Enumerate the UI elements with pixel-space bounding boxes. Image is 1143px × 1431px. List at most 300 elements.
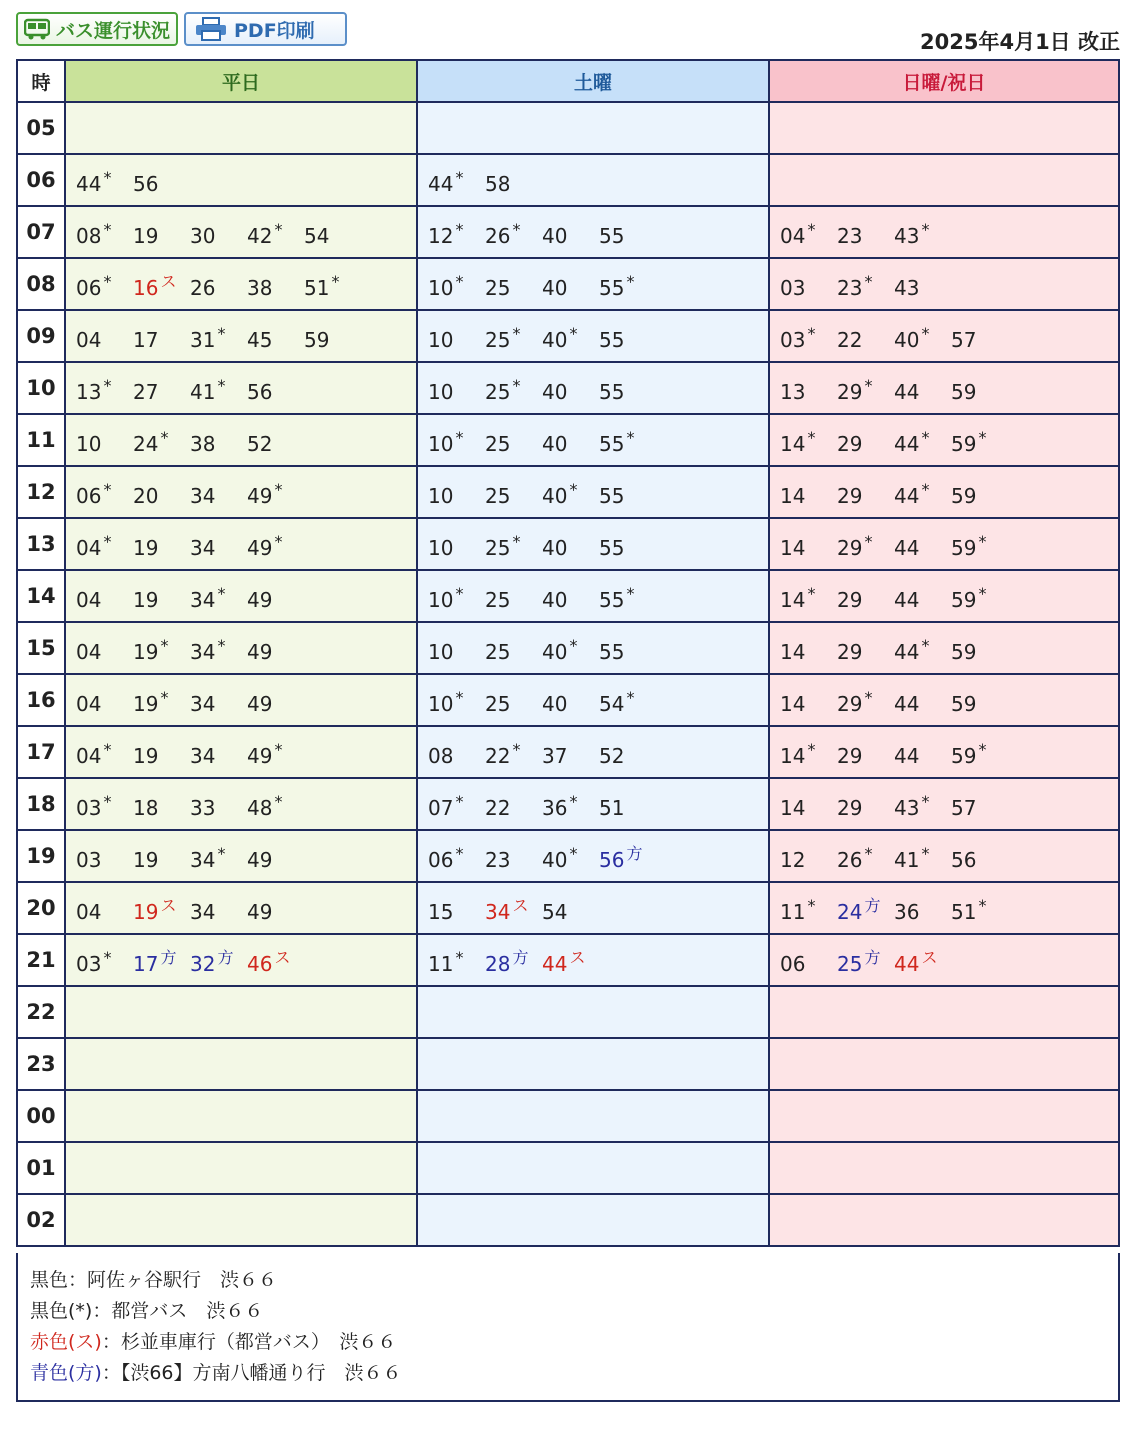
saturday-cell: [417, 986, 769, 1038]
departure-minute: 36: [542, 796, 568, 820]
departure-time: [485, 220, 542, 248]
table-row: [17, 1090, 1119, 1142]
departure-mark: *: [331, 272, 340, 291]
departure-mark: *: [217, 376, 226, 395]
saturday-cell: [417, 778, 769, 830]
departure-time: [133, 588, 190, 612]
departure-time: [76, 532, 133, 560]
departure-minute: 23: [837, 276, 863, 300]
departure-minute: 19: [133, 640, 159, 664]
saturday-cell: [417, 570, 769, 622]
departure-time: [599, 688, 656, 716]
departure-time: [780, 896, 837, 924]
departure-minute: 13: [76, 380, 102, 404]
departure-minute: 43: [894, 796, 920, 820]
departure-minute: 40: [542, 848, 568, 872]
departure-minute: 10: [428, 328, 454, 352]
departure-time: [894, 692, 951, 716]
departure-time: [190, 948, 247, 976]
departure-minute: 49: [247, 640, 273, 664]
departure-time: [247, 692, 304, 716]
hour-cell: 17: [17, 726, 65, 778]
departure-time: [247, 900, 304, 924]
departure-minute: 10: [428, 588, 454, 612]
departure-mark: *: [626, 584, 635, 603]
departure-minute: 14: [780, 588, 806, 612]
table-row: [17, 102, 1119, 154]
saturday-cell: [417, 674, 769, 726]
departure-mark: *: [978, 740, 987, 759]
departure-mark: *: [103, 948, 112, 967]
departure-mark: *: [512, 740, 521, 759]
departure-minute: 41: [894, 848, 920, 872]
departure-time: [599, 744, 656, 768]
weekday-cell: [65, 414, 417, 466]
departure-minute: 59: [951, 484, 977, 508]
departure-minute: 10: [76, 432, 102, 456]
departure-time: [190, 276, 247, 300]
departure-minute: 25: [485, 276, 511, 300]
departure-time: [837, 948, 894, 976]
saturday-cell: [417, 206, 769, 258]
departure-time: [133, 380, 190, 404]
weekday-cell: [65, 726, 417, 778]
departure-time: [76, 692, 133, 716]
holiday-cell: [769, 1194, 1119, 1246]
table-row: [17, 674, 1119, 726]
departure-minute: 40: [542, 224, 568, 248]
departure-minute: 25: [485, 328, 511, 352]
departure-minute: 59: [951, 536, 977, 560]
departure-time: [428, 844, 485, 872]
departure-minute: 28: [485, 952, 511, 976]
hour-cell: 06: [17, 154, 65, 206]
departure-mark: *: [103, 740, 112, 759]
departure-mark: *: [455, 948, 464, 967]
departure-mark: 方: [864, 948, 881, 967]
departure-time: [190, 224, 247, 248]
departure-time: [780, 276, 837, 300]
departure-mark: *: [864, 376, 873, 395]
hour-cell: 02: [17, 1194, 65, 1246]
departure-time: [837, 328, 894, 352]
departure-time: [304, 224, 361, 248]
departure-mark: *: [160, 688, 169, 707]
header-hour: 時: [17, 60, 65, 102]
departure-minute: 03: [76, 952, 102, 976]
departure-minute: 38: [247, 276, 273, 300]
departure-mark: *: [217, 584, 226, 603]
departure-time: [894, 536, 951, 560]
table-row: [17, 466, 1119, 518]
legend-text: ：杉並車庫行（都営バス） 渋６６: [101, 1331, 397, 1353]
departure-mark: *: [978, 428, 987, 447]
departure-time: [428, 688, 485, 716]
departure-time: [894, 844, 951, 872]
departure-mark: *: [103, 168, 112, 187]
departure-mark: *: [455, 272, 464, 291]
departure-mark: *: [103, 792, 112, 811]
departure-time: [894, 744, 951, 768]
departure-time: [485, 848, 542, 872]
departure-time: [780, 740, 837, 768]
departure-minute: 51: [951, 900, 977, 924]
departure-time: [190, 692, 247, 716]
departure-minute: 07: [428, 796, 454, 820]
departure-time: [837, 844, 894, 872]
departure-mark: *: [921, 428, 930, 447]
departure-mark: *: [921, 636, 930, 655]
departure-minute: 40: [542, 692, 568, 716]
departure-minute: 19: [133, 224, 159, 248]
departure-minute: 25: [485, 692, 511, 716]
departure-minute: 14: [780, 744, 806, 768]
departure-time: [542, 536, 599, 560]
departure-time: [247, 848, 304, 872]
departure-minute: 44: [542, 952, 568, 976]
departure-minute: 22: [837, 328, 863, 352]
departure-minute: 14: [780, 536, 806, 560]
departure-minute: 34: [190, 900, 216, 924]
departure-mark: *: [978, 896, 987, 915]
departure-minute: 40: [542, 640, 568, 664]
departure-time: [190, 324, 247, 352]
departure-time: [837, 688, 894, 716]
departure-time: [190, 844, 247, 872]
departure-time: [190, 536, 247, 560]
departure-minute: 14: [780, 432, 806, 456]
departure-minute: 43: [894, 276, 920, 300]
departure-time: [247, 532, 304, 560]
departure-minute: 40: [542, 328, 568, 352]
weekday-cell: [65, 986, 417, 1038]
departure-mark: *: [921, 324, 930, 343]
departure-time: [542, 588, 599, 612]
departure-minute: 19: [133, 692, 159, 716]
departure-minute: 06: [76, 276, 102, 300]
departure-minute: 19: [133, 744, 159, 768]
departure-minute: 59: [951, 432, 977, 456]
departure-minute: 08: [76, 224, 102, 248]
departure-minute: 29: [837, 380, 863, 404]
departure-time: [780, 220, 837, 248]
table-row: [17, 570, 1119, 622]
departure-mark: *: [217, 844, 226, 863]
pdf-print-label: PDF印刷: [234, 19, 315, 42]
hour-cell: 22: [17, 986, 65, 1038]
departure-time: [133, 948, 190, 976]
holiday-cell: [769, 622, 1119, 674]
departure-mark: *: [807, 220, 816, 239]
departure-time: [247, 328, 304, 352]
departure-minute: 04: [76, 640, 102, 664]
hour-cell: 15: [17, 622, 65, 674]
departure-minute: 40: [542, 536, 568, 560]
departure-minute: 57: [951, 328, 977, 352]
departure-time: [428, 640, 485, 664]
departure-time: [894, 220, 951, 248]
holiday-cell: [769, 1038, 1119, 1090]
departure-time: [780, 584, 837, 612]
departure-minute: 34: [485, 900, 511, 924]
departure-minute: 36: [894, 900, 920, 924]
legend-text: ：都営バス 渋６６: [92, 1300, 264, 1322]
departure-minute: 52: [247, 432, 273, 456]
departure-minute: 19: [133, 536, 159, 560]
departure-time: [485, 324, 542, 352]
holiday-cell: [769, 206, 1119, 258]
departure-time: [485, 796, 542, 820]
departure-minute: 33: [190, 796, 216, 820]
holiday-cell: [769, 414, 1119, 466]
departure-time: [951, 532, 1008, 560]
departure-mark: ス: [274, 948, 291, 967]
departure-minute: 55: [599, 328, 625, 352]
departure-time: [247, 792, 304, 820]
departure-time: [780, 692, 837, 716]
holiday-cell: [769, 986, 1119, 1038]
departure-minute: 19: [133, 848, 159, 872]
departure-minute: 40: [542, 380, 568, 404]
departure-minute: 10: [428, 536, 454, 560]
departure-mark: *: [217, 636, 226, 655]
departure-mark: *: [512, 532, 521, 551]
departure-minute: 03: [780, 328, 806, 352]
table-row: [17, 362, 1119, 414]
departure-minute: 20: [133, 484, 159, 508]
departure-mark: *: [569, 324, 578, 343]
hour-cell: 19: [17, 830, 65, 882]
departure-minute: 31: [190, 328, 216, 352]
saturday-cell: [417, 466, 769, 518]
departure-time: [133, 896, 190, 924]
header-weekday: 平日: [65, 60, 417, 102]
hour-cell: 07: [17, 206, 65, 258]
table-row: [17, 154, 1119, 206]
departure-mark: *: [921, 220, 930, 239]
hour-cell: 13: [17, 518, 65, 570]
departure-minute: 40: [542, 484, 568, 508]
holiday-cell: [769, 1090, 1119, 1142]
departure-time: [951, 796, 1008, 820]
departure-time: [542, 636, 599, 664]
departure-minute: 56: [247, 380, 273, 404]
departure-time: [599, 484, 656, 508]
departure-minute: 22: [485, 744, 511, 768]
departure-mark: *: [569, 792, 578, 811]
departure-time: [894, 428, 951, 456]
hour-cell: 12: [17, 466, 65, 518]
departure-minute: 44: [894, 640, 920, 664]
departure-time: [542, 744, 599, 768]
departure-minute: 55: [599, 276, 625, 300]
departure-mark: *: [978, 532, 987, 551]
holiday-cell: [769, 362, 1119, 414]
departure-time: [190, 432, 247, 456]
table-row: [17, 622, 1119, 674]
departure-time: [780, 428, 837, 456]
departure-minute: 24: [837, 900, 863, 924]
legend-item: [30, 1296, 1118, 1327]
table-row: [17, 726, 1119, 778]
header-saturday: 土曜: [417, 60, 769, 102]
departure-minute: 17: [133, 328, 159, 352]
departure-minute: 34: [190, 588, 216, 612]
departure-time: [951, 484, 1008, 508]
departure-minute: 59: [951, 588, 977, 612]
departure-minute: 34: [190, 640, 216, 664]
departure-minute: 29: [837, 692, 863, 716]
departure-minute: 16: [133, 276, 159, 300]
departure-minute: 44: [894, 536, 920, 560]
departure-time: [485, 692, 542, 716]
departure-time: [428, 536, 485, 560]
departure-time: [485, 588, 542, 612]
departure-time: [133, 536, 190, 560]
departure-time: [485, 172, 542, 196]
departure-time: [780, 380, 837, 404]
departure-minute: 48: [247, 796, 273, 820]
departure-time: [951, 640, 1008, 664]
departure-time: [837, 640, 894, 664]
table-row: [17, 518, 1119, 570]
departure-time: [76, 948, 133, 976]
departure-time: [133, 172, 190, 196]
hour-cell: 14: [17, 570, 65, 622]
departure-time: [780, 952, 837, 976]
departure-time: [133, 428, 190, 456]
departure-minute: 29: [837, 432, 863, 456]
saturday-cell: [417, 882, 769, 934]
departure-time: [599, 428, 656, 456]
departure-minute: 14: [780, 796, 806, 820]
departure-minute: 59: [951, 640, 977, 664]
hour-cell: 18: [17, 778, 65, 830]
holiday-cell: [769, 1142, 1119, 1194]
departure-time: [428, 272, 485, 300]
departure-minute: 56: [133, 172, 159, 196]
departure-time: [428, 328, 485, 352]
table-row: [17, 830, 1119, 882]
departure-minute: 58: [485, 172, 511, 196]
departure-minute: 42: [247, 224, 273, 248]
weekday-cell: [65, 934, 417, 986]
departure-time: [485, 276, 542, 300]
departure-minute: 59: [951, 692, 977, 716]
saturday-cell: [417, 1090, 769, 1142]
weekday-cell: [65, 622, 417, 674]
departure-mark: 方: [160, 948, 177, 967]
weekday-cell: [65, 102, 417, 154]
departure-time: [837, 744, 894, 768]
departure-mark: *: [864, 272, 873, 291]
table-row: [17, 310, 1119, 362]
departure-minute: 10: [428, 432, 454, 456]
departure-time: [485, 532, 542, 560]
departure-time: [428, 220, 485, 248]
departure-mark: *: [569, 844, 578, 863]
departure-mark: *: [807, 896, 816, 915]
departure-time: [542, 844, 599, 872]
departure-minute: 25: [485, 588, 511, 612]
hour-cell: 20: [17, 882, 65, 934]
departure-time: [428, 948, 485, 976]
departure-mark: *: [455, 428, 464, 447]
departure-time: [247, 740, 304, 768]
hour-cell: 05: [17, 102, 65, 154]
departure-mark: 方: [512, 948, 529, 967]
departure-minute: 29: [837, 744, 863, 768]
departure-mark: *: [274, 480, 283, 499]
pdf-print-button[interactable]: [184, 12, 347, 46]
departure-time: [599, 328, 656, 352]
departure-minute: 46: [247, 952, 273, 976]
departure-mark: *: [455, 584, 464, 603]
departure-minute: 25: [485, 484, 511, 508]
departure-time: [133, 744, 190, 768]
departure-time: [599, 536, 656, 560]
departure-minute: 49: [247, 744, 273, 768]
departure-minute: 49: [247, 692, 273, 716]
departure-mark: *: [512, 376, 521, 395]
departure-time: [190, 900, 247, 924]
table-row: [17, 258, 1119, 310]
departure-mark: *: [921, 844, 930, 863]
departure-time: [76, 588, 133, 612]
departure-mark: *: [807, 324, 816, 343]
bus-status-button[interactable]: [16, 12, 178, 46]
departure-minute: 44: [894, 588, 920, 612]
departure-minute: 15: [428, 900, 454, 924]
weekday-cell: [65, 674, 417, 726]
departure-mark: *: [103, 532, 112, 551]
weekday-cell: [65, 466, 417, 518]
departure-minute: 25: [485, 640, 511, 664]
departure-minute: 12: [780, 848, 806, 872]
departure-minute: 27: [133, 380, 159, 404]
departure-time: [76, 640, 133, 664]
holiday-cell: [769, 570, 1119, 622]
departure-minute: 22: [485, 796, 511, 820]
departure-minute: 10: [428, 276, 454, 300]
departure-time: [837, 484, 894, 508]
departure-time: [428, 792, 485, 820]
departure-minute: 10: [428, 484, 454, 508]
departure-mark: *: [864, 844, 873, 863]
weekday-cell: [65, 1194, 417, 1246]
departure-minute: 49: [247, 588, 273, 612]
departure-minute: 44: [894, 952, 920, 976]
departure-time: [428, 744, 485, 768]
departure-minute: 30: [190, 224, 216, 248]
holiday-cell: [769, 934, 1119, 986]
legend: [16, 1253, 1120, 1402]
saturday-cell: [417, 1194, 769, 1246]
saturday-cell: [417, 258, 769, 310]
departure-minute: 03: [780, 276, 806, 300]
departure-minute: 34: [190, 692, 216, 716]
departure-minute: 26: [190, 276, 216, 300]
departure-minute: 34: [190, 536, 216, 560]
departure-time: [599, 640, 656, 664]
departure-time: [485, 948, 542, 976]
departure-minute: 23: [485, 848, 511, 872]
departure-time: [76, 792, 133, 820]
departure-minute: 54: [599, 692, 625, 716]
departure-minute: 40: [542, 432, 568, 456]
departure-time: [190, 796, 247, 820]
departure-minute: 55: [599, 484, 625, 508]
